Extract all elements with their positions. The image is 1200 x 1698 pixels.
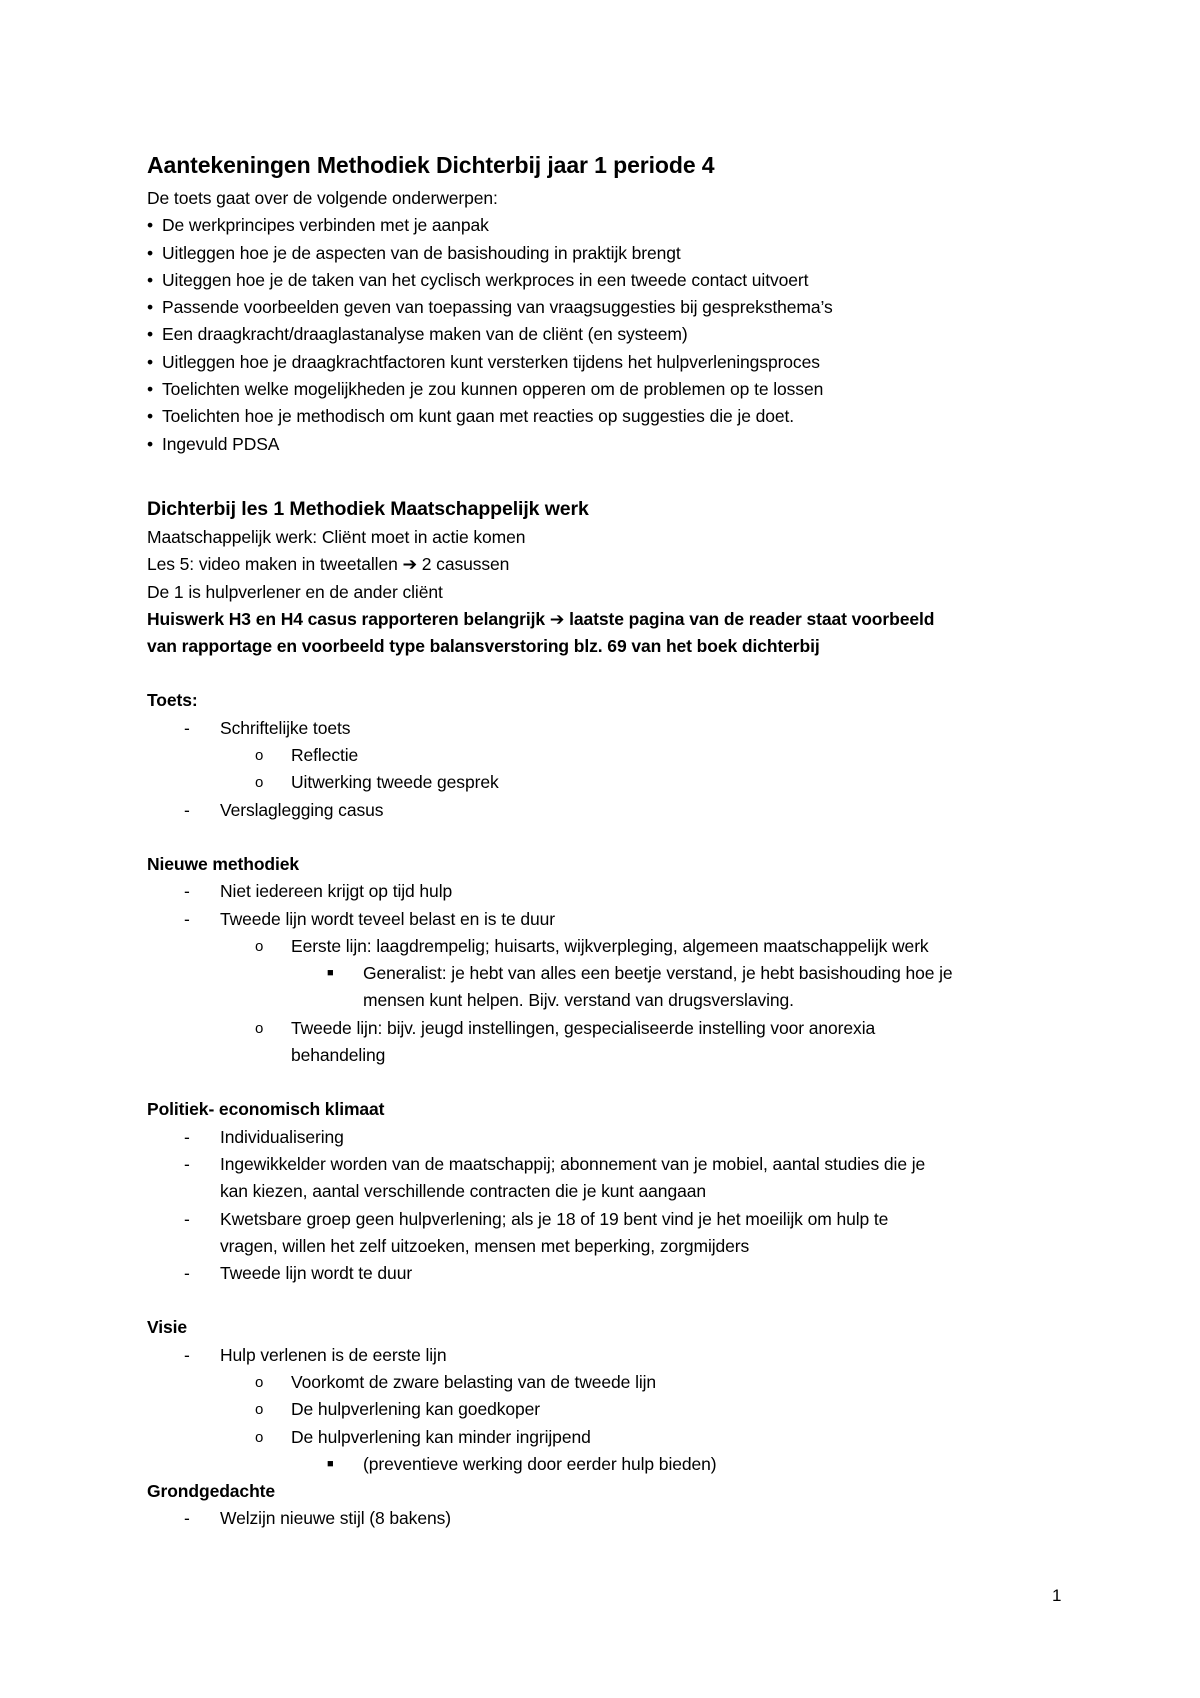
homework-line: Huiswerk H3 en H4 casus rapporteren belangrijk ➔ laatste pagina van de reader staat voorbeeld — [147, 608, 935, 629]
sub-list-item: o De hulpverlening kan goedkoper — [255, 1399, 540, 1420]
document-title: Aantekeningen Methodiek Dichterbij jaar 1 periode 4 — [147, 152, 715, 178]
bullet-marker: • — [147, 242, 154, 263]
topic-bullet-list — [147, 212, 1067, 458]
list-item: - Verslaglegging casus — [184, 799, 384, 820]
bullet-marker: • — [147, 215, 154, 236]
sub-list-item: o Tweede lijn: bijv. jeugd instellingen, gespecialiseerde instelling voor anorexia behandeling — [255, 1017, 876, 1066]
topic-bullet-item: • Ingevuld PDSA — [147, 431, 1067, 458]
bullet-marker: • — [147, 324, 154, 345]
sub-list-item: o Uitwerking tweede gesprek — [255, 772, 499, 793]
bullet-marker: • — [147, 351, 154, 372]
list-item: - Tweede lijn wordt te duur — [184, 1263, 413, 1284]
topic-bullet-item: • Uiteggen hoe je de taken van het cyclisch werkproces in een tweede contact uitvoert — [147, 267, 1067, 294]
homework-line: van rapportage en voorbeeld type balansverstoring blz. 69 van het boek dichterbij — [147, 636, 820, 657]
list-item: - Welzijn nieuwe stijl (8 bakens) — [184, 1508, 451, 1529]
section-heading-grondgedachte: Grondgedachte — [147, 1481, 276, 1502]
sub-list-item: o De hulpverlening kan minder ingrijpend — [255, 1426, 591, 1447]
detail-list-item: ■ Generalist: je hebt van alles een beetje verstand, je hebt basishouding hoe je mensen kunt helpen. Bijv. verstand van drugsverslaving. — [327, 963, 953, 1011]
text-line: Maatschappelijk werk: Cliënt moet in actie komen — [147, 526, 526, 547]
detail-list-item: ■ (preventieve werking door eerder hulp bieden) — [327, 1453, 717, 1474]
list-item: - Kwetsbare groep geen hulpverlening; als je 18 of 19 bent vind je het moeilijk om hulp te vragen, willen het zelf uitzoeken, mensen met beperking, zorgmijders — [184, 1208, 889, 1256]
list-item: - Hulp verlenen is de eerste lijn — [184, 1344, 447, 1365]
bullet-marker: • — [147, 297, 154, 318]
section-heading-nieuwe-methodiek: Nieuwe methodiek — [147, 853, 300, 874]
sub-list-item: o Reflectie — [255, 745, 359, 766]
bullet-marker: • — [147, 406, 154, 427]
topic-bullet-item: • De werkprincipes verbinden met je aanpak — [147, 212, 1067, 239]
document-body — [147, 148, 1067, 1533]
list-item: - Ingewikkelder worden van de maatschappij; abonnement van je mobiel, aantal studies die je kan kiezen, aantal verschillende contracten die je kunt aangaan — [184, 1153, 926, 1202]
page-number: 1 — [1052, 1586, 1062, 1605]
list-item: - Schriftelijke toets — [184, 717, 351, 738]
sub-list-item: o Voorkomt de zware belasting van de tweede lijn — [255, 1371, 657, 1392]
section-heading-visie: Visie — [147, 1317, 188, 1338]
bullet-marker: • — [147, 433, 154, 454]
topic-bullet-item: • Een draagkracht/draaglastanalyse maken van de cliënt (en systeem) — [147, 321, 1067, 348]
section-heading-politiek: Politiek- economisch klimaat — [147, 1099, 385, 1120]
text-line: De 1 is hulpverlener en de ander cliënt — [147, 581, 443, 602]
bullet-marker: • — [147, 379, 154, 400]
topic-bullet-item: • Uitleggen hoe je de aspecten van de basishouding in praktijk brengt — [147, 240, 1067, 267]
text-line: Les 5: video maken in tweetallen ➔ 2 casussen — [147, 554, 510, 575]
bullet-marker: • — [147, 269, 154, 290]
list-item: - Tweede lijn wordt teveel belast en is te duur — [184, 908, 555, 929]
list-item: - Individualisering — [184, 1126, 344, 1147]
list-item: - Niet iedereen krijgt op tijd hulp — [184, 881, 453, 902]
topic-bullet-item: • Uitleggen hoe je draagkrachtfactoren kunt versterken tijdens het hulpverleningsproces — [147, 349, 1067, 376]
intro-text: De toets gaat over de volgende onderwerpen: — [147, 188, 498, 208]
section-heading-les1: Dichterbij les 1 Methodiek Maatschappelijk werk — [147, 497, 589, 520]
section-heading-toets: Toets: — [147, 690, 198, 711]
topic-bullet-item: • Toelichten welke mogelijkheden je zou kunnen opperen om de problemen op te lossen — [147, 376, 1067, 403]
topic-bullet-item: • Passende voorbeelden geven van toepassing van vraagsuggesties bij gespreksthema’s — [147, 294, 1067, 321]
topic-bullet-item: • Toelichten hoe je methodisch om kunt gaan met reacties op suggesties die je doet. — [147, 403, 1067, 430]
sub-list-item: o Eerste lijn: laagdrempelig; huisarts, wijkverpleging, algemeen maatschappelijk werk — [255, 935, 929, 956]
